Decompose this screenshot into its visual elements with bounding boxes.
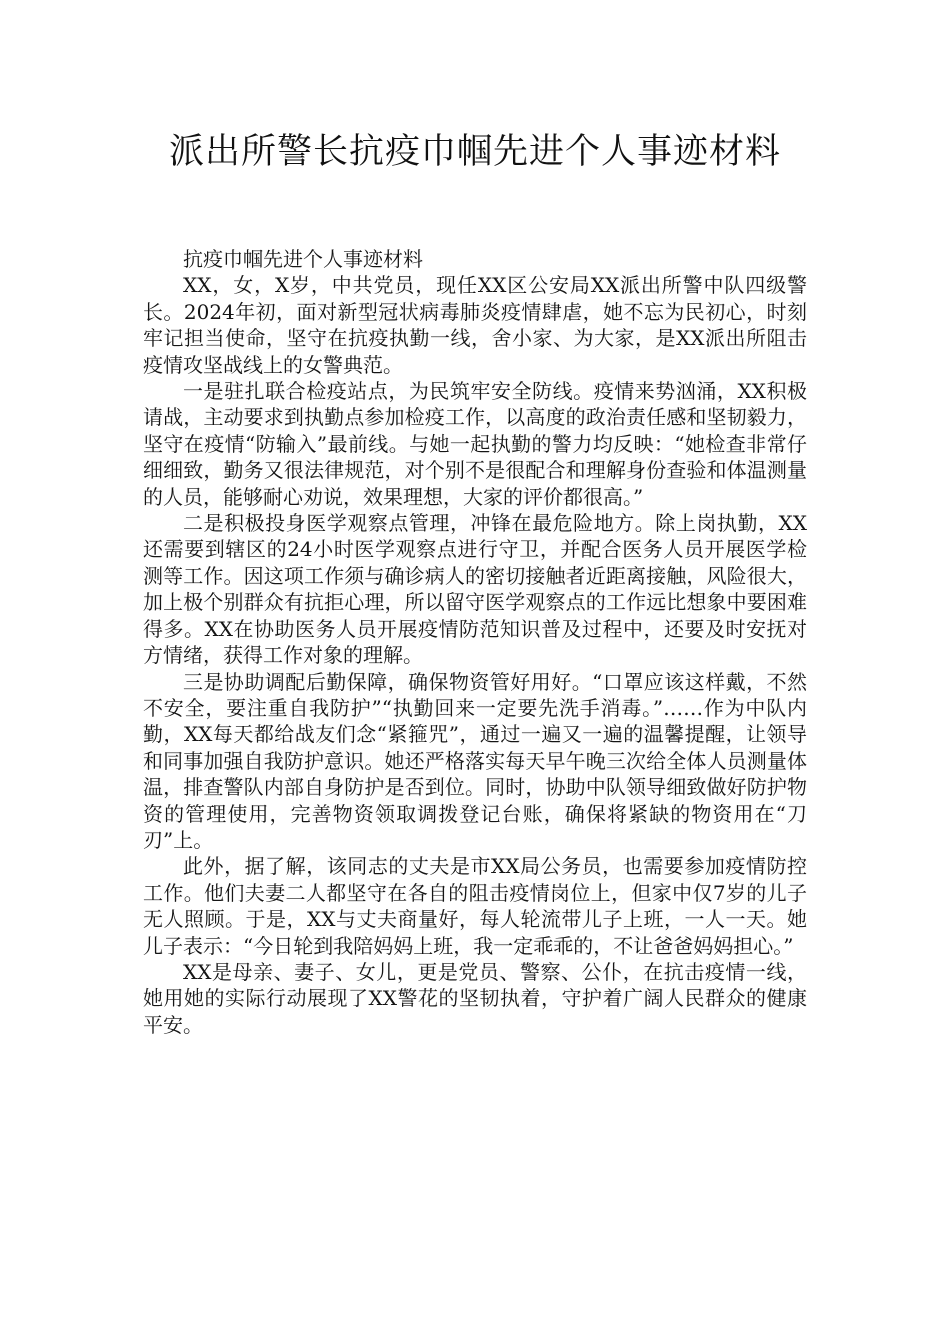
paragraph-intro: XX，女，X岁，中共党员，现任XX区公安局XX派出所警中队四级警长。2024年初，面对新型冠状病毒肺炎疫情肆虐，她不忘为民初心，时刻牢记担当使命，坚守在抗疫执勤一线，舍小家、为大家，是XX派出所阻击疫情攻坚战线上的女警典范。 <box>143 273 807 377</box>
paragraph-checkpoint: 一是驻扎联合检疫站点，为民筑牢安全防线。疫情来势汹涌，XX积极请战，主动要求到执勤点参加检疫工作，以高度的政治责任感和坚韧毅力，坚守在疫情“防输入”最前线。与她一起执勤的警力均反映：“她检查非常仔细细致，勤务又很法律规范，对个别不是很配合和理解身份查验和体温测量的人员，能够耐心劝说，效果理想，大家的评价都很高。” <box>143 379 807 509</box>
document-body <box>143 246 807 1038</box>
document-title: 派出所警长抗疫巾帼先进个人事迹材料 <box>168 132 781 172</box>
document-subtitle: 抗疫巾帼先进个人事迹材料 <box>183 247 423 271</box>
paragraph-family: 此外，据了解，该同志的丈夫是市XX局公务员，也需要参加疫情防控工作。他们夫妻二人都坚守在各自的阻击疫情岗位上，但家中仅7岁的儿子无人照顾。于是，XX与丈夫商量好，每人轮流带儿子上班，一人一天。她儿子表示：“今日轮到我陪妈妈上班，我一定乖乖的，不让爸爸妈妈担心。” <box>143 854 807 958</box>
paragraph-logistics: 三是协助调配后勤保障，确保物资管好用好。“口罩应该这样戴，不然不安全，要注重自我防护”“执勤回来一定要先洗手消毒。”……作为中队内勤，XX每天都给战友们念“紧箍咒”，通过一遍又一遍的温馨提醒，让领导和同事加强自我防护意识。她还严格落实每天早午晚三次给全体人员测量体温，排查警队内部自身防护是否到位。同时，协助中队领导细致做好防护物资的管理使用，完善物资领取调拨登记台账，确保将紧缺的物资用在“刀刃”上。 <box>143 669 807 852</box>
paragraph-conclusion: XX是母亲、妻子、女儿，更是党员、警察、公仆，在抗击疫情一线，她用她的实际行动展现了XX警花的坚韧执着，守护着广阔人民群众的健康平安。 <box>143 959 807 1037</box>
paragraph-observation-point: 二是积极投身医学观察点管理，冲锋在最危险地方。除上岗执勤，XX还需要到辖区的24小时医学观察点进行守卫，并配合医务人员开展医学检测等工作。因这项工作须与确诊病人的密切接触者近距离接触，风险很大，加上极个别群众有抗拒心理，所以留守医学观察点的工作远比想象中要困难得多。XX在协助医务人员开展疫情防范知识普及过程中，还要及时安抚对方情绪，获得工作对象的理解。 <box>143 511 807 668</box>
